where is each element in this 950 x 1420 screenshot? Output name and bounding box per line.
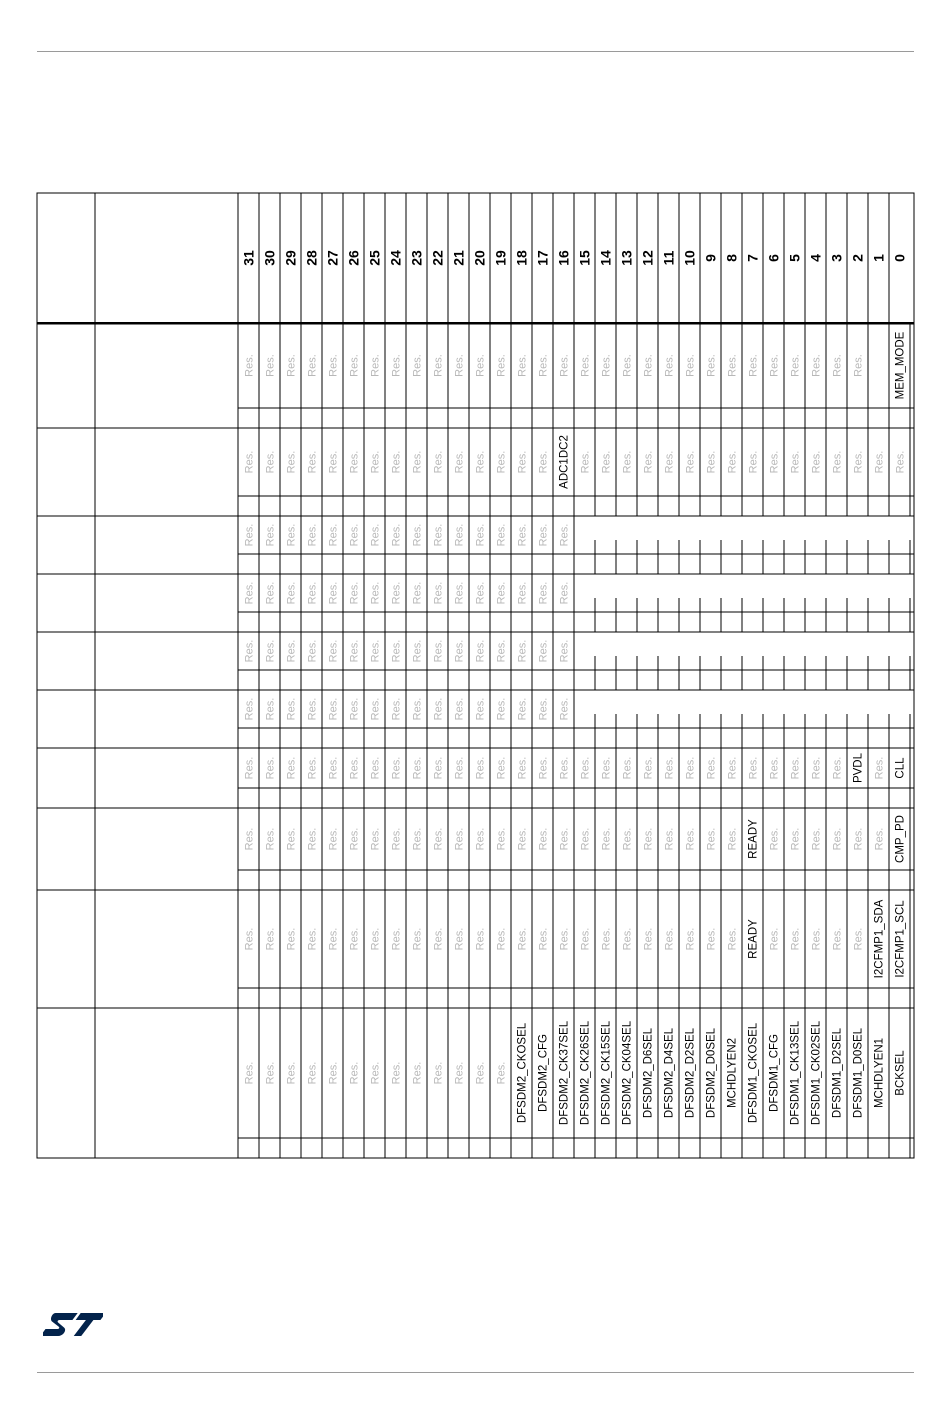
reserved-bit-label: Res. bbox=[474, 581, 487, 605]
bit-number-2: 2 bbox=[849, 254, 866, 262]
reserved-bit-label: Res. bbox=[852, 927, 865, 951]
reserved-bit-label: Res. bbox=[243, 581, 256, 605]
reserved-bit-label: Res. bbox=[369, 756, 382, 780]
reserved-bit-label: Res. bbox=[873, 756, 886, 780]
reserved-bit-label: Res. bbox=[243, 1061, 256, 1085]
reserved-bit-label: Res. bbox=[726, 354, 739, 377]
bit-field-label: MCHDLYEN2 bbox=[726, 1037, 739, 1109]
bit-number-10: 10 bbox=[681, 250, 698, 266]
reserved-bit-label: Res. bbox=[306, 523, 319, 547]
reserved-bit-label: Res. bbox=[474, 354, 487, 377]
reserved-bit-label: Res. bbox=[810, 827, 823, 851]
bit-field-label: BCKSEL bbox=[894, 1050, 907, 1096]
reserved-bit-label: Res. bbox=[453, 1061, 466, 1085]
bit-field-label: DFSDM2_CK04SEL bbox=[621, 1020, 634, 1126]
bit-number-23: 23 bbox=[408, 250, 425, 266]
reserved-bit-label: Res. bbox=[327, 354, 340, 377]
bit-number-27: 27 bbox=[324, 250, 341, 266]
reserved-bit-label: Res. bbox=[453, 639, 466, 663]
reserved-bit-label: Res. bbox=[432, 581, 445, 605]
reserved-bit-label: Res. bbox=[411, 827, 424, 851]
reserved-bit-label: Res. bbox=[411, 523, 424, 547]
reserved-bit-label: Res. bbox=[369, 354, 382, 377]
reserved-bit-label: Res. bbox=[579, 827, 592, 851]
bit-number-7: 7 bbox=[744, 254, 761, 262]
reserved-bit-label: Res. bbox=[495, 354, 508, 377]
reserved-bit-label: Res. bbox=[705, 450, 718, 474]
reserved-bit-label: Res. bbox=[390, 697, 403, 721]
bit-number-28: 28 bbox=[303, 250, 320, 266]
reserved-bit-label: Res. bbox=[327, 581, 340, 605]
reserved-bit-label: Res. bbox=[621, 354, 634, 377]
bit-number-18: 18 bbox=[513, 250, 530, 266]
reserved-bit-label: Res. bbox=[600, 827, 613, 851]
reserved-bit-label: Res. bbox=[516, 581, 529, 605]
reserved-bit-label: Res. bbox=[474, 827, 487, 851]
reserved-bit-label: Res. bbox=[726, 927, 739, 951]
reserved-bit-label: Res. bbox=[768, 927, 781, 951]
reserved-bit-label: Res. bbox=[243, 639, 256, 663]
reserved-bit-label: Res. bbox=[600, 756, 613, 780]
bit-number-12: 12 bbox=[639, 250, 656, 266]
reserved-bit-label: Res. bbox=[411, 354, 424, 377]
reserved-bit-label: Res. bbox=[243, 354, 256, 377]
reserved-bit-label: Res. bbox=[411, 756, 424, 780]
reserved-bit-label: Res. bbox=[537, 639, 550, 663]
reserved-bit-label: Res. bbox=[726, 450, 739, 474]
reserved-bit-label: Res. bbox=[831, 756, 844, 780]
reserved-bit-label: Res. bbox=[285, 827, 298, 851]
reserved-bit-label: Res. bbox=[453, 927, 466, 951]
reserved-bit-label: Res. bbox=[747, 354, 760, 377]
reserved-bit-label: Res. bbox=[621, 827, 634, 851]
reserved-bit-label: Res. bbox=[642, 450, 655, 474]
reserved-bit-label: Res. bbox=[411, 450, 424, 474]
reserved-bit-label: Res. bbox=[264, 756, 277, 780]
reserved-bit-label: Res. bbox=[327, 450, 340, 474]
reserved-bit-label: Res. bbox=[789, 354, 802, 377]
bit-number-26: 26 bbox=[345, 250, 362, 266]
bit-field-label: DFSDM1_D2SEL bbox=[831, 1027, 844, 1119]
bit-field-label: DFSDM2_D0SEL bbox=[705, 1027, 718, 1119]
reserved-bit-label: Res. bbox=[516, 927, 529, 951]
reserved-bit-label: Res. bbox=[369, 639, 382, 663]
bit-field-label: PVDL bbox=[852, 752, 865, 784]
reserved-bit-label: Res. bbox=[432, 523, 445, 547]
bit-field-label: DFSDM1_CKOSEL bbox=[747, 1022, 760, 1124]
bit-field-label: ADC1DC2 bbox=[558, 435, 571, 489]
reserved-bit-label: Res. bbox=[327, 756, 340, 780]
reserved-bit-label: Res. bbox=[621, 927, 634, 951]
reserved-bit-label: Res. bbox=[327, 697, 340, 721]
bit-field-label: CLL bbox=[894, 757, 907, 779]
reserved-bit-label: Res. bbox=[306, 1061, 319, 1085]
bit-number-24: 24 bbox=[387, 250, 404, 266]
reserved-bit-label: Res. bbox=[390, 927, 403, 951]
bit-field-label: READY bbox=[747, 819, 760, 859]
reserved-bit-label: Res. bbox=[348, 523, 361, 547]
bit-number-25: 25 bbox=[366, 250, 383, 266]
bit-field-label: DFSDM2_D4SEL bbox=[663, 1027, 676, 1119]
bit-field-label: DFSDM1_CK13SEL bbox=[789, 1020, 802, 1126]
bit-number-1: 1 bbox=[870, 254, 887, 262]
reserved-bit-label: Res. bbox=[390, 827, 403, 851]
footer-rule bbox=[37, 1372, 914, 1373]
reserved-bit-label: Res. bbox=[432, 354, 445, 377]
bit-number-11: 11 bbox=[660, 250, 677, 266]
reserved-bit-label: Res. bbox=[306, 450, 319, 474]
bit-number-16: 16 bbox=[555, 250, 572, 266]
reserved-bit-label: Res. bbox=[306, 756, 319, 780]
reserved-bit-label: Res. bbox=[537, 450, 550, 474]
bit-number-19: 19 bbox=[492, 250, 509, 266]
reserved-bit-label: Res. bbox=[432, 639, 445, 663]
reserved-bit-label: Res. bbox=[369, 827, 382, 851]
reserved-bit-label: Res. bbox=[390, 756, 403, 780]
reserved-bit-label: Res. bbox=[285, 523, 298, 547]
reserved-bit-label: Res. bbox=[390, 354, 403, 377]
reserved-bit-label: Res. bbox=[411, 1061, 424, 1085]
reserved-bit-label: Res. bbox=[726, 827, 739, 851]
reserved-bit-label: Res. bbox=[831, 450, 844, 474]
reserved-bit-label: Res. bbox=[726, 756, 739, 780]
bit-number-8: 8 bbox=[723, 254, 740, 262]
reserved-bit-label: Res. bbox=[432, 697, 445, 721]
reserved-bit-label: Res. bbox=[495, 756, 508, 780]
reserved-bit-label: Res. bbox=[852, 450, 865, 474]
reserved-bit-label: Res. bbox=[264, 523, 277, 547]
reserved-bit-label: Res. bbox=[558, 697, 571, 721]
reserved-bit-label: Res. bbox=[810, 756, 823, 780]
reserved-bit-label: Res. bbox=[579, 450, 592, 474]
reserved-bit-label: Res. bbox=[831, 354, 844, 377]
bit-field-label: DFSDM1_CFG bbox=[768, 1034, 781, 1112]
reserved-bit-label: Res. bbox=[495, 927, 508, 951]
bit-field-label: READY bbox=[747, 919, 760, 959]
reserved-bit-label: Res. bbox=[810, 450, 823, 474]
reserved-bit-label: Res. bbox=[264, 1061, 277, 1085]
reserved-bit-label: Res. bbox=[264, 927, 277, 951]
reserved-bit-label: Res. bbox=[516, 827, 529, 851]
reserved-bit-label: Res. bbox=[663, 756, 676, 780]
reserved-bit-label: Res. bbox=[369, 697, 382, 721]
reserved-bit-label: Res. bbox=[432, 827, 445, 851]
reserved-bit-label: Res. bbox=[537, 827, 550, 851]
reserved-bit-label: Res. bbox=[495, 697, 508, 721]
reserved-bit-label: Res. bbox=[390, 1061, 403, 1085]
bit-number-5: 5 bbox=[786, 254, 803, 262]
bit-number-31: 31 bbox=[240, 250, 257, 266]
reserved-bit-label: Res. bbox=[579, 756, 592, 780]
table-frame bbox=[37, 193, 914, 1158]
reserved-bit-label: Res. bbox=[264, 581, 277, 605]
reserved-bit-label: Res. bbox=[453, 827, 466, 851]
reserved-bit-label: Res. bbox=[873, 827, 886, 851]
bit-number-20: 20 bbox=[471, 250, 488, 266]
reserved-bit-label: Res. bbox=[558, 354, 571, 377]
reserved-bit-label: Res. bbox=[663, 927, 676, 951]
reserved-bit-label: Res. bbox=[264, 450, 277, 474]
reserved-bit-label: Res. bbox=[285, 756, 298, 780]
bit-field-label: MEM_MODE bbox=[894, 331, 907, 400]
reserved-bit-label: Res. bbox=[495, 827, 508, 851]
bit-number-17: 17 bbox=[534, 250, 551, 266]
reserved-bit-label: Res. bbox=[432, 450, 445, 474]
reserved-bit-label: Res. bbox=[390, 581, 403, 605]
bit-number-0: 0 bbox=[891, 254, 908, 262]
reserved-bit-label: Res. bbox=[243, 827, 256, 851]
reserved-bit-label: Res. bbox=[243, 523, 256, 547]
reserved-bit-label: Res. bbox=[327, 639, 340, 663]
reserved-bit-label: Res. bbox=[327, 927, 340, 951]
reserved-bit-label: Res. bbox=[852, 354, 865, 377]
reserved-bit-label: Res. bbox=[432, 927, 445, 951]
reserved-bit-label: Res. bbox=[327, 827, 340, 851]
reserved-bit-label: Res. bbox=[453, 450, 466, 474]
reserved-bit-label: Res. bbox=[747, 450, 760, 474]
reserved-bit-label: Res. bbox=[348, 450, 361, 474]
reserved-bit-label: Res. bbox=[852, 827, 865, 851]
reserved-bit-label: Res. bbox=[474, 523, 487, 547]
reserved-bit-label: Res. bbox=[327, 1061, 340, 1085]
reserved-bit-label: Res. bbox=[537, 697, 550, 721]
reserved-bit-label: Res. bbox=[474, 927, 487, 951]
reserved-bit-label: Res. bbox=[600, 927, 613, 951]
reserved-bit-label: Res. bbox=[453, 697, 466, 721]
reserved-bit-label: Res. bbox=[789, 450, 802, 474]
reserved-bit-label: Res. bbox=[411, 581, 424, 605]
reserved-bit-label: Res. bbox=[684, 354, 697, 377]
reserved-bit-label: Res. bbox=[789, 927, 802, 951]
reserved-bit-label: Res. bbox=[285, 1061, 298, 1085]
reserved-bit-label: Res. bbox=[516, 639, 529, 663]
bit-number-22: 22 bbox=[429, 250, 446, 266]
reserved-bit-label: Res. bbox=[768, 756, 781, 780]
bit-number-14: 14 bbox=[597, 250, 614, 266]
reserved-bit-label: Res. bbox=[558, 756, 571, 780]
reserved-bit-label: Res. bbox=[306, 639, 319, 663]
reserved-bit-label: Res. bbox=[558, 523, 571, 547]
reserved-bit-label: Res. bbox=[474, 639, 487, 663]
reserved-bit-label: Res. bbox=[642, 827, 655, 851]
reserved-bit-label: Res. bbox=[684, 756, 697, 780]
reserved-bit-label: Res. bbox=[789, 827, 802, 851]
reserved-bit-label: Res. bbox=[390, 639, 403, 663]
reserved-bit-label: Res. bbox=[684, 827, 697, 851]
reserved-bit-label: Res. bbox=[495, 450, 508, 474]
bit-field-label: DFSDM1_CK02SEL bbox=[810, 1020, 823, 1126]
reserved-bit-label: Res. bbox=[768, 450, 781, 474]
bit-field-label: DFSDM2_D2SEL bbox=[684, 1027, 697, 1119]
reserved-bit-label: Res. bbox=[537, 354, 550, 377]
reserved-bit-label: Res. bbox=[432, 756, 445, 780]
reserved-bit-label: Res. bbox=[432, 1061, 445, 1085]
reserved-bit-label: Res. bbox=[516, 697, 529, 721]
reserved-bit-label: Res. bbox=[285, 354, 298, 377]
bit-number-3: 3 bbox=[828, 254, 845, 262]
bit-field-label: DFSDM2_CK26SEL bbox=[579, 1020, 592, 1126]
reserved-bit-label: Res. bbox=[348, 927, 361, 951]
reserved-bit-label: Res. bbox=[558, 639, 571, 663]
bit-number-21: 21 bbox=[450, 250, 467, 266]
reserved-bit-label: Res. bbox=[243, 927, 256, 951]
reserved-bit-label: Res. bbox=[306, 581, 319, 605]
reserved-bit-label: Res. bbox=[264, 697, 277, 721]
reserved-bit-label: Res. bbox=[306, 697, 319, 721]
reserved-bit-label: Res. bbox=[495, 1061, 508, 1085]
reserved-bit-label: Res. bbox=[369, 581, 382, 605]
reserved-bit-label: Res. bbox=[705, 927, 718, 951]
reserved-bit-label: Res. bbox=[390, 450, 403, 474]
reserved-bit-label: Res. bbox=[306, 827, 319, 851]
reserved-bit-label: Res. bbox=[789, 756, 802, 780]
bit-number-15: 15 bbox=[576, 250, 593, 266]
bit-number-4: 4 bbox=[807, 254, 824, 262]
reserved-bit-label: Res. bbox=[663, 450, 676, 474]
reserved-bit-label: Res. bbox=[348, 354, 361, 377]
reserved-bit-label: Res. bbox=[243, 697, 256, 721]
bit-number-13: 13 bbox=[618, 250, 635, 266]
reserved-bit-label: Res. bbox=[453, 523, 466, 547]
reserved-bit-label: Res. bbox=[663, 827, 676, 851]
reserved-bit-label: Res. bbox=[516, 354, 529, 377]
reserved-bit-label: Res. bbox=[558, 927, 571, 951]
reserved-bit-label: Res. bbox=[684, 927, 697, 951]
reserved-bit-label: Res. bbox=[537, 927, 550, 951]
reserved-bit-label: Res. bbox=[264, 354, 277, 377]
reserved-bit-label: Res. bbox=[411, 639, 424, 663]
reserved-bit-label: Res. bbox=[453, 354, 466, 377]
bit-field-label: DFSDM2_CK37SEL bbox=[558, 1020, 571, 1126]
bit-field-label: DFSDM2_CK15SEL bbox=[600, 1020, 613, 1126]
bit-field-label: DFSDM1_D0SEL bbox=[852, 1027, 865, 1119]
bit-field-label: CMP_PD bbox=[894, 815, 907, 863]
bit-field-label: MCHDLYEN1 bbox=[873, 1037, 886, 1109]
reserved-bit-label: Res. bbox=[285, 697, 298, 721]
reserved-bit-label: Res. bbox=[495, 523, 508, 547]
reserved-bit-label: Res. bbox=[558, 827, 571, 851]
reserved-bit-label: Res. bbox=[474, 450, 487, 474]
bit-number-9: 9 bbox=[702, 254, 719, 262]
reserved-bit-label: Res. bbox=[369, 927, 382, 951]
bit-field-label: DFSDM2_CKOSEL bbox=[516, 1022, 529, 1124]
reserved-bit-label: Res. bbox=[684, 450, 697, 474]
reserved-bit-label: Res. bbox=[306, 354, 319, 377]
reserved-bit-label: Res. bbox=[768, 827, 781, 851]
reserved-bit-label: Res. bbox=[894, 450, 907, 474]
reserved-bit-label: Res. bbox=[705, 354, 718, 377]
reserved-bit-label: Res. bbox=[243, 450, 256, 474]
reserved-bit-label: Res. bbox=[264, 639, 277, 663]
reserved-bit-label: Res. bbox=[642, 927, 655, 951]
reserved-bit-label: Res. bbox=[810, 354, 823, 377]
reserved-bit-label: Res. bbox=[327, 523, 340, 547]
reserved-bit-label: Res. bbox=[642, 756, 655, 780]
reserved-bit-label: Res. bbox=[516, 756, 529, 780]
reserved-bit-label: Res. bbox=[474, 697, 487, 721]
reserved-bit-label: Res. bbox=[621, 756, 634, 780]
reserved-bit-label: Res. bbox=[600, 450, 613, 474]
reserved-bit-label: Res. bbox=[831, 927, 844, 951]
reserved-bit-label: Res. bbox=[369, 1061, 382, 1085]
reserved-bit-label: Res. bbox=[348, 1061, 361, 1085]
reserved-bit-label: Res. bbox=[663, 354, 676, 377]
reserved-bit-label: Res. bbox=[558, 581, 571, 605]
reserved-bit-label: Res. bbox=[411, 927, 424, 951]
reserved-bit-label: Res. bbox=[348, 639, 361, 663]
reserved-bit-label: Res. bbox=[495, 581, 508, 605]
reserved-bit-label: Res. bbox=[411, 697, 424, 721]
st-logo-icon bbox=[43, 1309, 103, 1341]
bit-number-29: 29 bbox=[282, 250, 299, 266]
reserved-bit-label: Res. bbox=[474, 756, 487, 780]
reserved-bit-label: Res. bbox=[348, 581, 361, 605]
reserved-bit-label: Res. bbox=[579, 927, 592, 951]
reserved-bit-label: Res. bbox=[747, 756, 760, 780]
reserved-bit-label: Res. bbox=[810, 927, 823, 951]
reserved-bit-label: Res. bbox=[516, 450, 529, 474]
reserved-bit-label: Res. bbox=[285, 450, 298, 474]
reserved-bit-label: Res. bbox=[831, 827, 844, 851]
reserved-bit-label: Res. bbox=[453, 756, 466, 780]
reserved-bit-label: Res. bbox=[348, 697, 361, 721]
reserved-bit-label: Res. bbox=[705, 827, 718, 851]
reserved-bit-label: Res. bbox=[264, 827, 277, 851]
bit-field-label: DFSDM2_D6SEL bbox=[642, 1027, 655, 1119]
reserved-bit-label: Res. bbox=[516, 523, 529, 547]
bit-field-label: I2CFMP1_SDA bbox=[873, 899, 886, 979]
bit-field-label: DFSDM2_CFG bbox=[537, 1034, 550, 1112]
reserved-bit-label: Res. bbox=[369, 523, 382, 547]
reserved-bit-label: Res. bbox=[600, 354, 613, 377]
reserved-bit-label: Res. bbox=[537, 581, 550, 605]
reserved-bit-label: Res. bbox=[474, 1061, 487, 1085]
reserved-bit-label: Res. bbox=[390, 523, 403, 547]
bit-field-label: I2CFMP1_SCL bbox=[894, 900, 907, 978]
reserved-bit-label: Res. bbox=[285, 639, 298, 663]
reserved-bit-label: Res. bbox=[495, 639, 508, 663]
reserved-bit-label: Res. bbox=[285, 581, 298, 605]
bit-number-30: 30 bbox=[261, 250, 278, 266]
reserved-bit-label: Res. bbox=[642, 354, 655, 377]
reserved-bit-label: Res. bbox=[348, 756, 361, 780]
reserved-bit-label: Res. bbox=[768, 354, 781, 377]
reserved-bit-label: Res. bbox=[285, 927, 298, 951]
reserved-bit-label: Res. bbox=[537, 756, 550, 780]
reserved-bit-label: Res. bbox=[537, 523, 550, 547]
reserved-bit-label: Res. bbox=[705, 756, 718, 780]
reserved-bit-label: Res. bbox=[306, 927, 319, 951]
reserved-bit-label: Res. bbox=[579, 354, 592, 377]
reserved-bit-label: Res. bbox=[873, 450, 886, 474]
reserved-bit-label: Res. bbox=[453, 581, 466, 605]
reserved-bit-label: Res. bbox=[348, 827, 361, 851]
reserved-bit-label: Res. bbox=[243, 756, 256, 780]
bit-number-6: 6 bbox=[765, 254, 782, 262]
reserved-bit-label: Res. bbox=[369, 450, 382, 474]
reserved-bit-label: Res. bbox=[621, 450, 634, 474]
